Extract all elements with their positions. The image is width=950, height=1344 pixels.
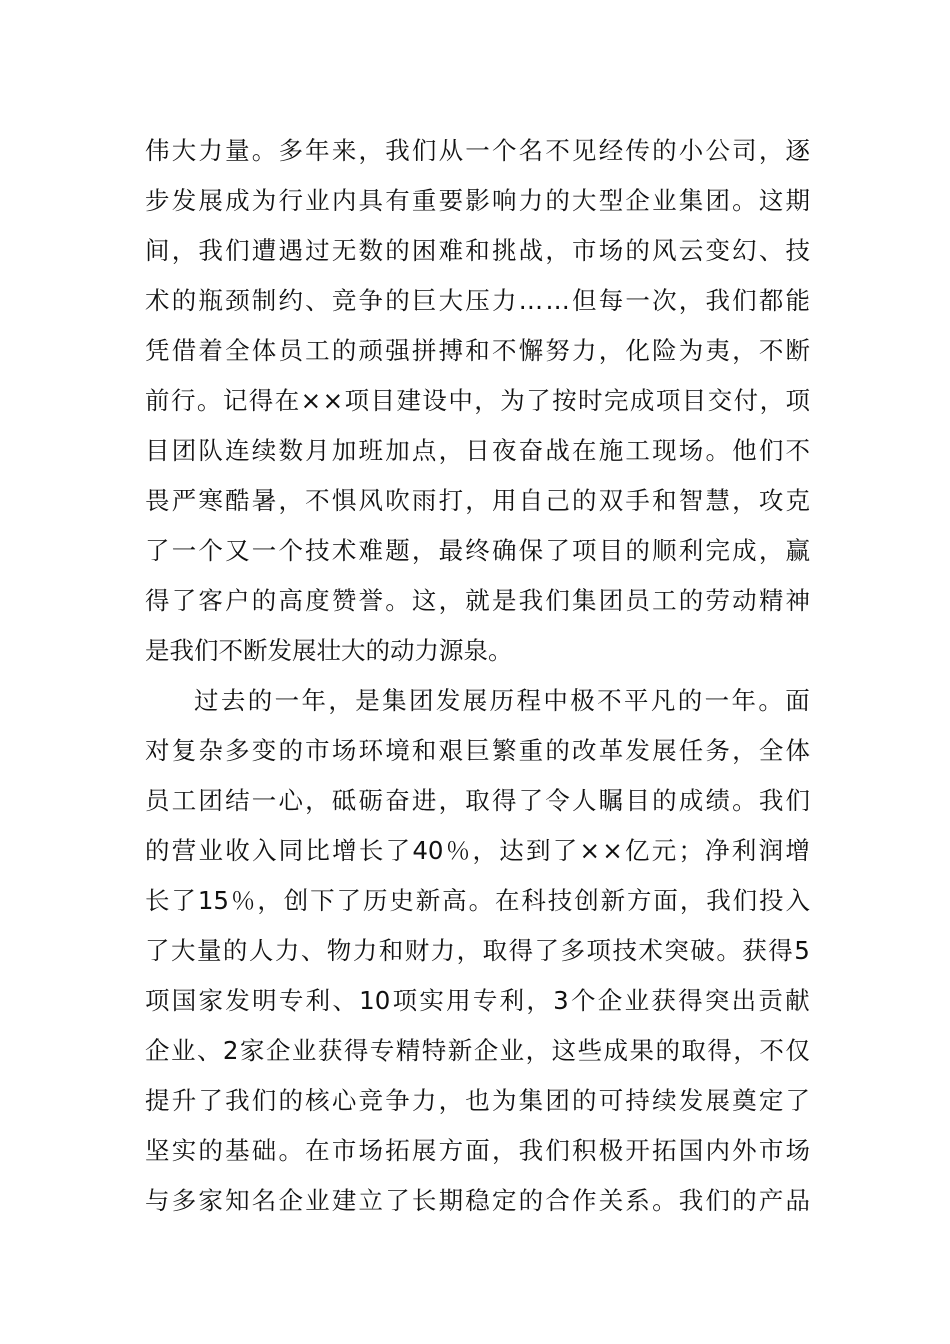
body-text [145,126,810,1226]
text-line: 了 一 个 又 一 个 技 术 难 题 ， 最 终 确 保 了 项 目 的 顺 利 完 成 ， 赢 [145,536,810,565]
text-line: 术 的 瓶 颈 制 约 、 竞 争 的 巨 大 压 力 … … 但 每 一 次 ， 我 们 都 能 [145,286,810,315]
text-line: 企 业 、 2 家 企 业 获 得 专 精 特 新 企 业 ， 这 些 成 果 的 取 得 ， 不 仅 [145,1036,810,1065]
text-line: 坚 实 的 基 础 。 在 市 场 拓 展 方 面 ， 我 们 积 极 开 拓 国 内 外 市 场 [145,1136,810,1165]
text-line: 了 大 量 的 人 力 、 物 力 和 财 力 ， 取 得 了 多 项 技 术 突 破 。 获 得 5 [145,936,810,965]
text-line: 前 行 。 记 得 在 × × 项 目 建 设 中 ， 为 了 按 时 完 成 项 目 交 付 ， 项 [145,386,810,415]
text-line: 得 了 客 户 的 高 度 赞 誉 。 这 ， 就 是 我 们 集 团 员 工 的 劳 动 精 神 [145,586,810,615]
text-line: 畏 严 寒 酷 暑 ， 不 惧 风 吹 雨 打 ， 用 自 己 的 双 手 和 智 慧 ， 攻 克 [145,486,810,515]
text-line: 目 团 队 连 续 数 月 加 班 加 点 ， 日 夜 奋 战 在 施 工 现 场 。 他 们 不 [145,436,810,465]
text-line: 员 工 团 结 一 心 ， 砥 砺 奋 进 ， 取 得 了 令 人 瞩 目 的 成 绩 。 我 们 [145,786,810,815]
text-line: 项 国 家 发 明 专 利 、 10 项 实 用 专 利 ， 3 个 企 业 获 得 突 出 贡 献 [145,986,810,1015]
text-line: 对 复 杂 多 变 的 市 场 环 境 和 艰 巨 繁 重 的 改 革 发 展 任 务 ， 全 体 [145,736,810,765]
text-line: 步 发 展 成 为 行 业 内 具 有 重 要 影 响 力 的 大 型 企 业 集 团 。 这 期 [145,186,810,215]
text-line: 是我们不断发展壮大的动力源泉。 [145,636,513,665]
text-line: 间 ， 我 们 遭 遇 过 无 数 的 困 难 和 挑 战 ， 市 场 的 风 云 变 幻 、 技 [145,236,810,265]
text-line: 凭 借 着 全 体 员 工 的 顽 强 拼 搏 和 不 懈 努 力 ， 化 险 为 夷 ， 不 断 [145,336,810,365]
text-line: 与 多 家 知 名 企 业 建 立 了 长 期 稳 定 的 合 作 关 系 。 我 们 的 产 品 [145,1186,810,1215]
text-line: 提 升 了 我 们 的 核 心 竞 争 力 ， 也 为 集 团 的 可 持 续 发 展 奠 定 了 [145,1086,810,1115]
text-line: 长 了 15 ％ ， 创 下 了 历 史 新 高 。 在 科 技 创 新 方 面 ， 我 们 投 入 [145,886,810,915]
text-line: 伟 大 力 量 。 多 年 来 ， 我 们 从 一 个 名 不 见 经 传 的 小 公 司 ， 逐 [145,136,810,165]
text-line: 过 去 的 一 年 ， 是 集 团 发 展 历 程 中 极 不 平 凡 的 一 年 。 面 [194,686,810,715]
text-line: 的 营 业 收 入 同 比 增 长 了 40 ％ ， 达 到 了 × × 亿 元 ； 净 利 润 增 [145,836,810,865]
